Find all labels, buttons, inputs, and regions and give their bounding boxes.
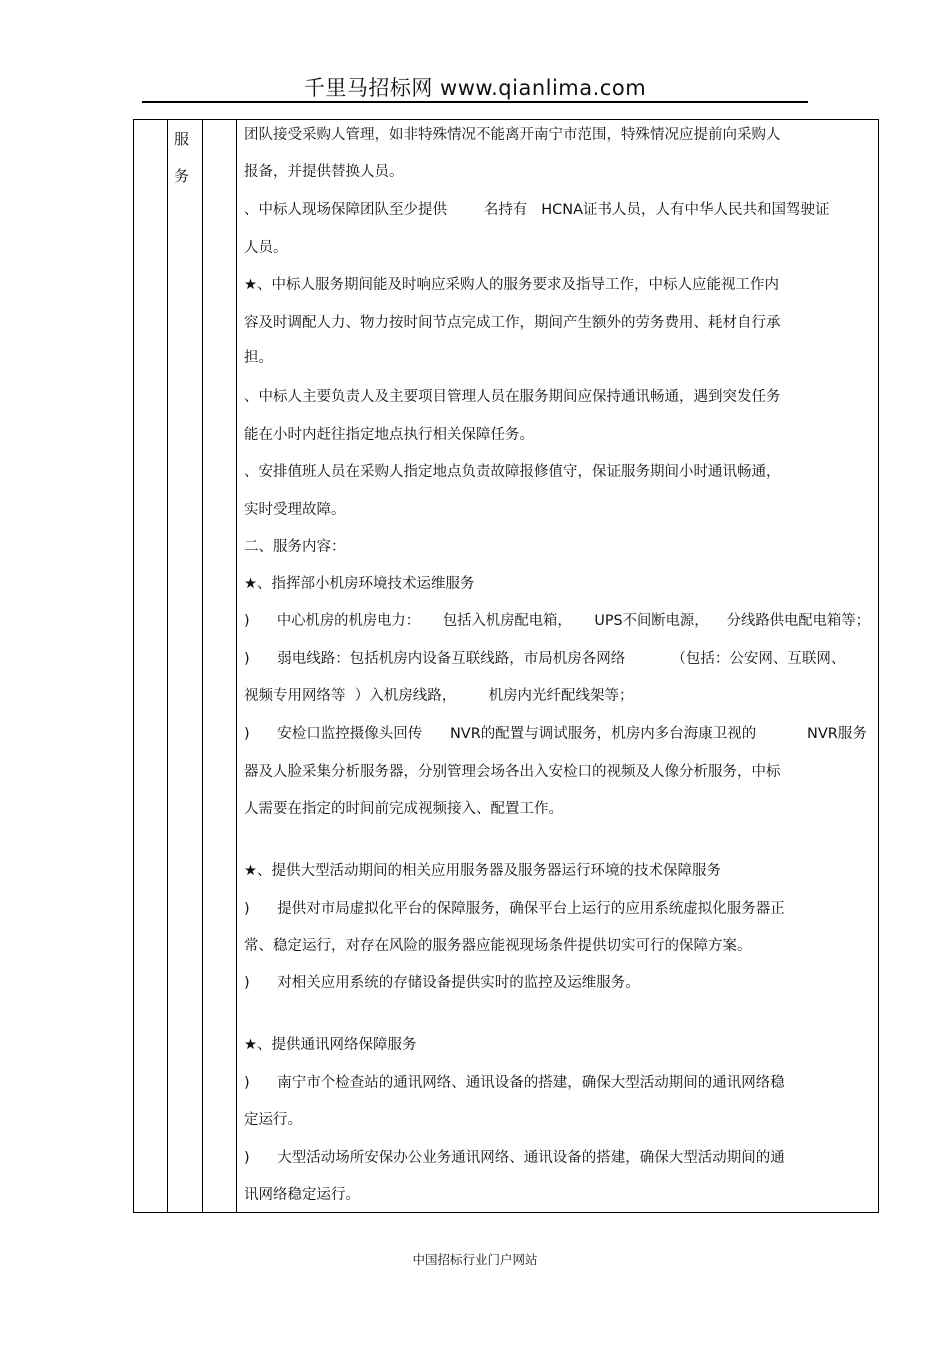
content-line: ★、提供大型活动期间的相关应用服务器及服务器运行环境的技术保障服务 (244, 863, 721, 879)
content-line: ) 弱电线路：包括机房内设备互联线路，市局机房各网络 （包括：公安网、互联网、 (244, 651, 846, 667)
content-line: 人需要在指定的时间前完成视频接入、配置工作。 (244, 801, 563, 817)
content-line: 容及时调配人力、物力按时间节点完成工作，期间产生额外的劳务费用、耗材自行承 (244, 315, 781, 331)
content-line: ) 中心机房的机房电力： 包括入机房配电箱， UPS不间断电源， 分线路供电配电箱等； (244, 613, 870, 629)
content-line: ) 安检口监控摄像头回传 NVR的配置与调试服务，机房内多台海康卫视的 NVR服务 (244, 726, 867, 742)
header-divider (142, 101, 808, 103)
table-column-divider-2 (202, 119, 203, 1213)
content-line: ) 提供对市局虚拟化平台的保障服务，确保平台上运行的应用系统虚拟化服务器正 (244, 901, 785, 917)
content-line: 、安排值班人员在采购人指定地点负责故障报修值守，保证服务期间小时通讯畅通， (244, 464, 781, 480)
content-line: 二、服务内容： (244, 539, 346, 555)
category-char-1: 服 (174, 130, 190, 148)
content-line: ★、提供通讯网络保障服务 (244, 1037, 417, 1053)
content-line: ★、中标人服务期间能及时响应采购人的服务要求及指导工作，中标人应能视工作内 (244, 277, 779, 293)
content-line: ) 大型活动场所安保办公业务通讯网络、通讯设备的搭建，确保大型活动期间的通 (244, 1150, 785, 1166)
page-footer: 中国招标行业门户网站 (412, 1252, 538, 1267)
content-line: 视频专用网络等 ）入机房线路， 机房内光纤配线架等； (244, 688, 634, 704)
content-line: 、中标人主要负责人及主要项目管理人员在服务期间应保持通讯畅通，遇到突发任务 (244, 389, 781, 405)
content-line: ) 南宁市个检查站的通讯网络、通讯设备的搭建，确保大型活动期间的通讯网络稳 (244, 1075, 785, 1091)
content-line: ★、指挥部小机房环境技术运维服务 (244, 576, 475, 592)
content-line: 实时受理故障。 (244, 502, 346, 518)
table-column-divider-3 (236, 119, 237, 1213)
content-line: 人员。 (244, 240, 288, 256)
content-line: 、中标人现场保障团队至少提供 名持有 HCNA证书人员，人有中华人民共和国驾驶证 (244, 202, 830, 218)
content-line: 常、稳定运行，对存在风险的服务器应能视现场条件提供切实可行的保障方案。 (244, 938, 752, 954)
content-line: 讯网络稳定运行。 (244, 1187, 360, 1203)
content-line: 团队接受采购人管理，如非特殊情况不能离开南宁市范围，特殊情况应提前向采购人 (244, 127, 781, 143)
page-header-title: 千里马招标网 www.qianlima.com (303, 76, 647, 100)
content-line: 器及人脸采集分析服务器，分别管理会场各出入安检口的视频及人像分析服务，中标 (244, 764, 781, 780)
category-char-2: 务 (174, 167, 190, 185)
content-line: 担。 (244, 350, 273, 366)
content-line: ) 对相关应用系统的存储设备提供实时的监控及运维服务。 (244, 975, 640, 991)
content-line: 报备，并提供替换人员。 (244, 164, 404, 180)
content-line: 能在小时内赶往指定地点执行相关保障任务。 (244, 427, 534, 443)
content-line: 定运行。 (244, 1112, 302, 1128)
table-column-divider-1 (167, 119, 168, 1213)
